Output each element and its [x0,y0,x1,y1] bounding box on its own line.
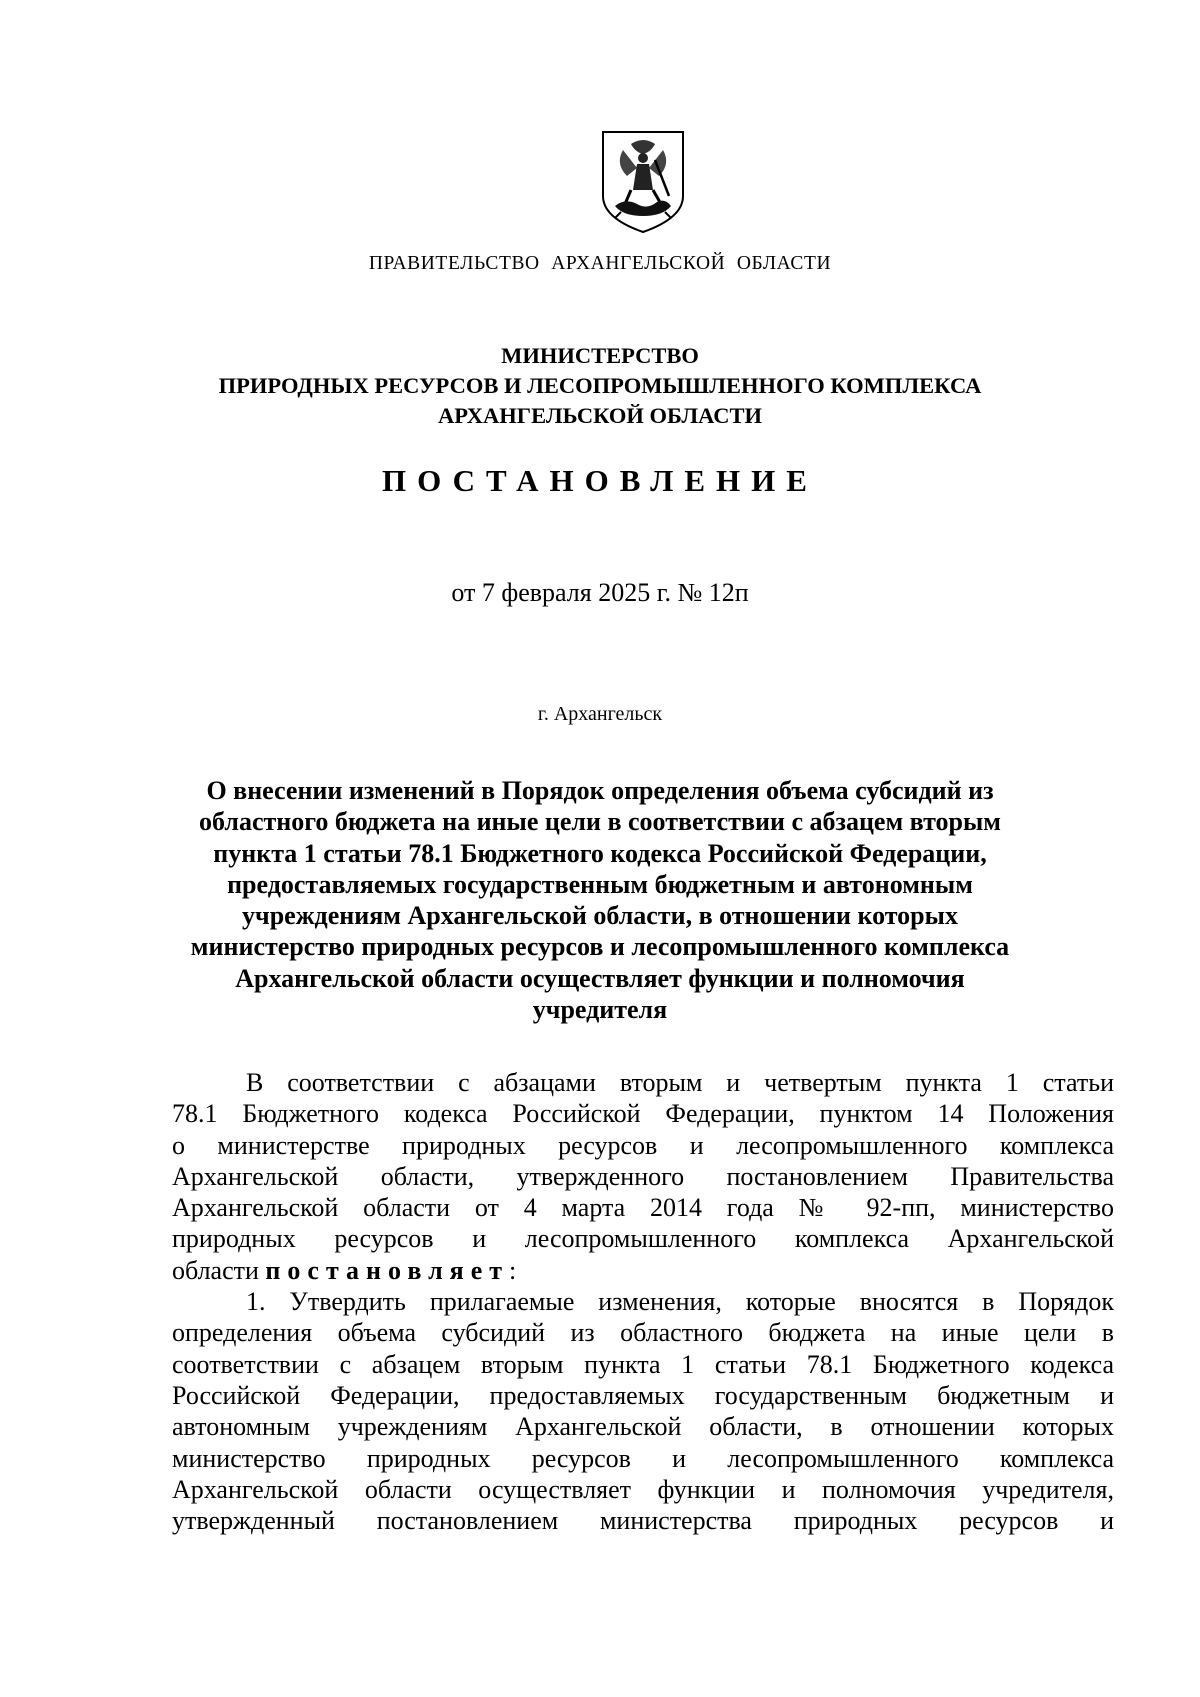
government-name: ПРАВИТЕЛЬСТВО АРХАНГЕЛЬСКОЙ ОБЛАСТИ [368,253,832,274]
resolves-emphasis: постановляет [265,1255,510,1285]
preamble-line: природных ресурсов и лесопромышленного комплекса Архангельской [172,1224,1114,1254]
item1-line: определения объема субсидий из областного бюджета на иные цели в [172,1318,1114,1348]
ministry-name [0,341,1200,431]
item1-line: 1. Утвердить прилагаемые изменения, которые вносятся в Порядок [246,1287,1114,1317]
document-body [172,1067,1114,1536]
item1-line: Российской Федерации, предоставляемых государственным бюджетным и [172,1380,1114,1410]
subject-line: предоставляемых государственным бюджетным и автономным [227,869,973,899]
preamble-line: 78.1 Бюджетного кодекса Российской Федерации, пунктом 14 Положения [172,1099,1114,1129]
subject-line: учреждениям Архангельской области, в отношении которых [242,901,958,931]
document-type-title: ПОСТАНОВЛЕНИЕ [382,463,818,498]
item1-line: автономным учреждениям Архангельской области, в отношении которых [172,1412,1114,1442]
preamble-last-suffix: : [509,1255,517,1285]
subject-line: пункта 1 статьи 78.1 Бюджетного кодекса Российской Федерации, [213,838,987,868]
preamble-last-prefix: области [172,1255,266,1285]
ministry-name-line: ПРИРОДНЫХ РЕСУРСОВ И ЛЕСОПРОМЫШЛЕННОГО КОМПЛЕКСА [218,373,982,398]
preamble-line: о министерстве природных ресурсов и лесопромышленного комплекса [172,1130,1114,1160]
preamble-line: Архангельской области, утвержденного постановлением Правительства [172,1161,1114,1191]
subject-line: О внесении изменений в Порядок определения объема субсидий из [206,776,994,805]
item1-line: утвержденный постановлением министерства природных ресурсов и [172,1506,1114,1536]
subject-line: областного бюджета на иные цели в соответствии с абзацем вторым [199,807,1001,837]
ministry-name-line: МИНИСТЕРСТВО [501,343,699,368]
subject-line: Архангельской области осуществляет функции и полномочия [235,963,965,993]
preamble-line: Архангельской области от 4 марта 2014 года № 92-пп, министерство [172,1193,1114,1223]
document-city: г. Архангельск [537,703,663,725]
subject-line: учредителя [532,995,668,1025]
item1-line: соответствии с абзацем вторым пункта 1 статьи 78.1 Бюджетного кодекса [172,1349,1114,1379]
preamble-last-line [172,1255,1114,1286]
item1-line: Архангельской области осуществляет функции и полномочия учредителя, [172,1474,1114,1504]
ministry-name-line: АРХАНГЕЛЬСКОЙ ОБЛАСТИ [438,403,762,428]
item1-line: министерство природных ресурсов и лесопромышленного комплекса [172,1443,1114,1473]
document-date-number: от 7 февраля 2025 г. № 12п [451,578,749,607]
document-subject-heading [150,775,1050,1025]
preamble-line: В соответствии с абзацами вторым и четвертым пункта 1 статьи [246,1068,1114,1097]
subject-line: министерство природных ресурсов и лесопромышленного комплекса [190,932,1010,962]
coat-of-arms-emblem [601,130,685,234]
